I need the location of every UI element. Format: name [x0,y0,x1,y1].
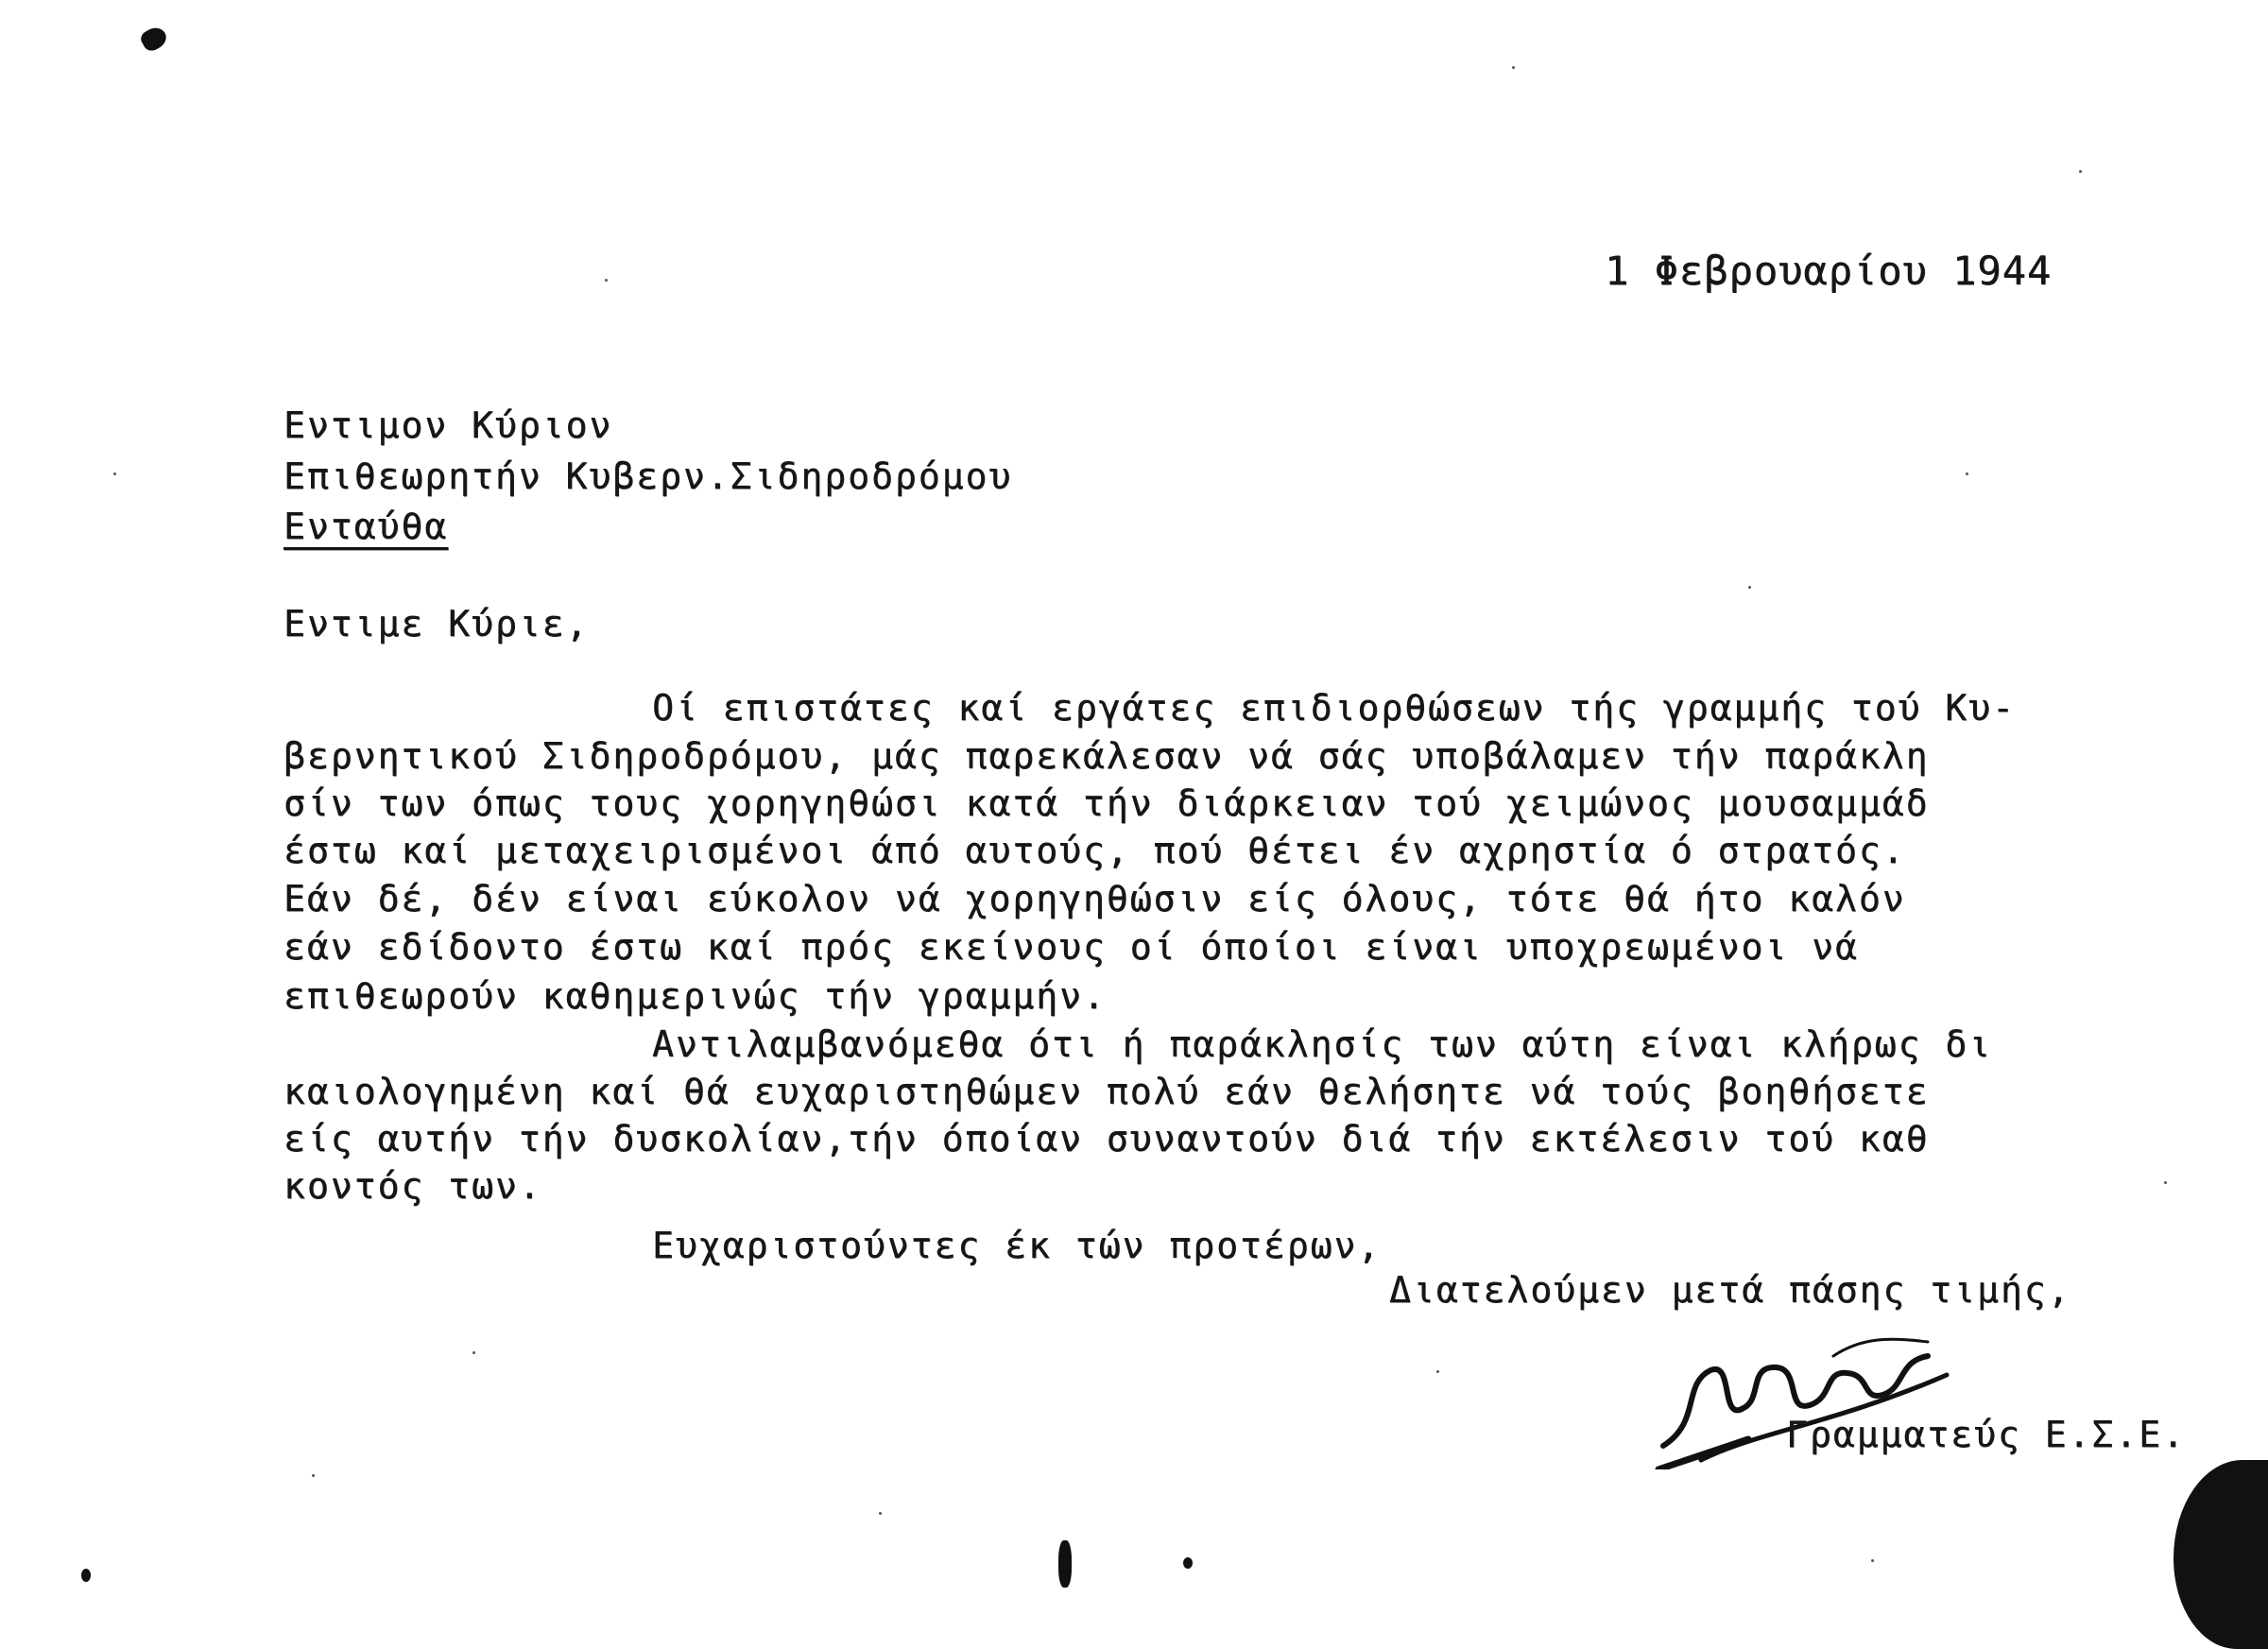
ink-blot-top-left [138,24,170,54]
paper-speck [1871,1559,1874,1562]
recipient-line-2: Επιθεωρητήν Κυβερν.Σιδηροδρόμου [284,455,1013,497]
salutation: Εντιμε Κύριε, [284,603,590,644]
paper-speck [1436,1370,1439,1373]
body-line: κοντός των. [284,1165,542,1207]
paper-speck [1512,66,1515,69]
paper-speck [879,1512,882,1515]
body-line: Οί επιστάτες καί εργάτες επιδιορθώσεων τής γραμμής τού Κυ- [652,687,2016,729]
paper-speck [2079,170,2082,173]
paper-speck [1748,586,1751,589]
closing-thanks: Ευχαριστούντες έκ τών προτέρων, [652,1225,1382,1266]
ink-mark-bottom-center [1058,1540,1072,1588]
ink-dot-bottom-center [1183,1557,1193,1569]
paper-speck [472,1351,475,1354]
closing-respect: Διατελούμεν μετά πάσης τιμής, [1389,1269,2071,1311]
signatory-role: Γραμματεύς Ε.Σ.Ε. [1786,1414,2186,1455]
body-line: είς αυτήν τήν δυσκολίαν,τήν όποίαν συναντούν διά τήν εκτέλεσιν τού καθ [284,1118,1930,1159]
body-line: βερνητικού Σιδηροδρόμου, μάς παρεκάλεσαν νά σάς υποβάλαμεν τήν παράκλη [284,735,1930,777]
body-line: εάν εδίδοντο έστω καί πρός εκείνους οί όποίοι είναι υποχρεωμένοι νά [284,926,1859,968]
body-line: καιολογημένη καί θά ευχαριστηθώμεν πολύ εάν θελήσητε νά τούς βοηθήσετε [284,1071,1930,1112]
body-line: Εάν δέ, δέν είναι εύκολον νά χορηγηθώσιν είς όλους, τότε θά ήτο καλόν [284,878,1906,919]
body-line: επιθεωρούν καθημερινώς τήν γραμμήν. [284,975,1107,1017]
paper-speck [1966,472,1968,475]
paper-speck [605,279,608,282]
ink-blot-bottom-right [2174,1460,2268,1649]
body-line: σίν των όπως τους χορηγηθώσι κατά τήν διάρκειαν τού χειμώνος μουσαμμάδ [284,782,1930,824]
paper-speck [2164,1181,2167,1184]
body-line: Αντιλαμβανόμεθα ότι ή παράκλησίς των αύτη είναι κλήρως δι [652,1023,1993,1065]
recipient-line-1: Εντιμον Κύριον [284,404,613,446]
body-line: έστω καί μεταχειρισμένοι άπό αυτούς, πού θέτει έν αχρηστία ό στρατός. [284,830,1906,871]
paper-speck [113,472,116,475]
recipient-line-3: Ενταύθα [284,506,449,547]
ink-dot-bottom-left [81,1569,91,1582]
paper-speck [312,1474,315,1477]
letter-date: 1 Φεβρουαρίου 1944 [1605,248,2053,294]
